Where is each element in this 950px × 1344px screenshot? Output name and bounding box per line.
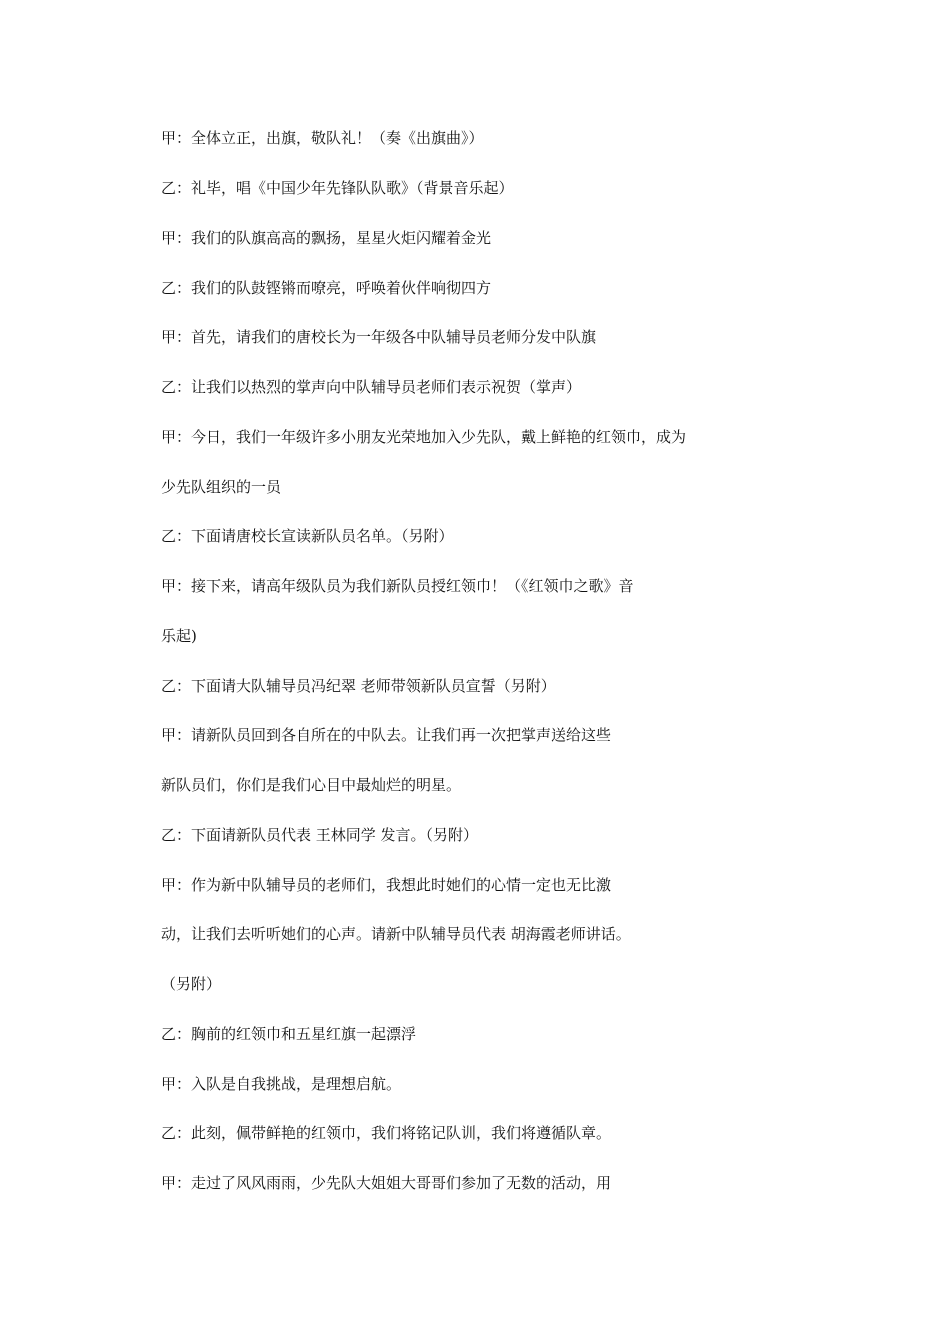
script-line: 乙：下面请唐校长宣读新队员名单。（另附） bbox=[161, 527, 454, 545]
script-line: 动，让我们去听听她们的心声。请新中队辅导员代表 胡海霞老师讲话。 bbox=[161, 925, 631, 943]
script-line: 乐起) bbox=[161, 627, 197, 645]
script-line: 甲：走过了风风雨雨，少先队大姐姐大哥哥们参加了无数的活动，用 bbox=[161, 1174, 612, 1192]
script-line: 甲：我们的队旗高高的飘扬，星星火炬闪耀着金光 bbox=[161, 229, 492, 247]
script-line: 甲：今日，我们一年级许多小朋友光荣地加入少先队，戴上鲜艳的红领巾，成为 bbox=[161, 428, 687, 446]
script-line: 甲：入队是自我挑战，是理想启航。 bbox=[161, 1075, 402, 1093]
script-line: 甲：接下来，请高年级队员为我们新队员授红领巾！（《红领巾之歌》音 bbox=[161, 577, 634, 595]
script-line: 乙：胸前的红领巾和五星红旗一起漂浮 bbox=[161, 1025, 417, 1043]
script-line: 甲：作为新中队辅导员的老师们，我想此时她们的心情一定也无比激 bbox=[161, 876, 612, 894]
script-line: 乙：让我们以热烈的掌声向中队辅导员老师们表示祝贺（掌声） bbox=[161, 378, 582, 396]
script-line: 甲：请新队员回到各自所在的中队去。让我们再一次把掌声送给这些 bbox=[161, 726, 612, 744]
script-line: 甲：全体立正，出旗，敬队礼！（奏《出旗曲》） bbox=[161, 129, 484, 147]
script-line: 乙：此刻，佩带鲜艳的红领巾，我们将铭记队训，我们将遵循队章。 bbox=[161, 1124, 612, 1142]
script-line: 乙：下面请大队辅导员冯纪翠 老师带领新队员宣誓（另附） bbox=[161, 677, 556, 695]
script-line: （另附） bbox=[161, 975, 222, 993]
script-line: 乙：礼毕，唱《中国少年先锋队队歌》（背景音乐起） bbox=[161, 179, 514, 197]
script-line: 乙：下面请新队员代表 王林同学 发言。（另附） bbox=[161, 826, 479, 844]
script-line: 新队员们，你们是我们心目中最灿烂的明星。 bbox=[161, 776, 462, 794]
script-line: 少先队组织的一员 bbox=[161, 478, 282, 496]
script-line: 甲：首先，请我们的唐校长为一年级各中队辅导员老师分发中队旗 bbox=[161, 328, 597, 346]
script-line: 乙：我们的队鼓铿锵而嘹亮，呼唤着伙伴响彻四方 bbox=[161, 279, 492, 297]
